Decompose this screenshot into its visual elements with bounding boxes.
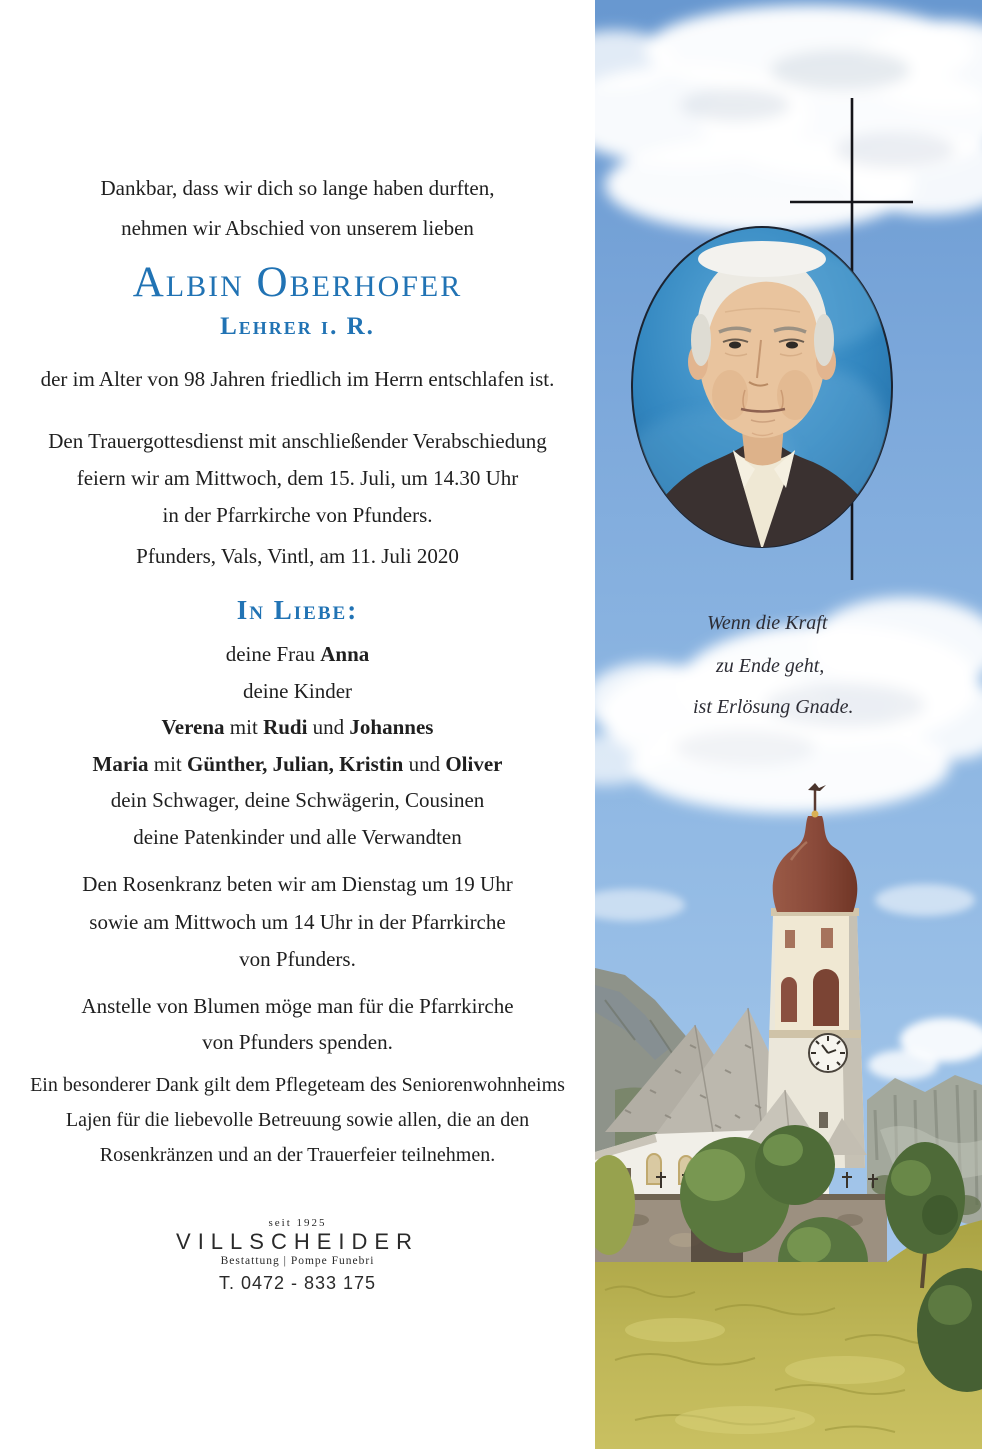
quote-line-1: Wenn die Kraft xyxy=(707,612,828,634)
family-name: Anna xyxy=(320,642,370,666)
death-note: der im Alter von 98 Jahren friedlich im Herrn entschlafen ist. xyxy=(40,367,555,391)
logo-phone: T. 0472 - 833 175 xyxy=(218,1273,377,1293)
family-text: dein Schwager, deine Schwägerin, Cousinen xyxy=(110,788,485,812)
service-line-2: feiern wir am Mittwoch, dem 15. Juli, um 14.30 Uhr xyxy=(76,466,519,490)
family-line-child-2 xyxy=(0,746,595,783)
family-text: und xyxy=(307,715,350,739)
service-announcement xyxy=(0,423,595,534)
donation-line-1: Anstelle von Blumen möge man für die Pfarrkirche xyxy=(81,994,514,1018)
sky-photo xyxy=(595,0,982,1449)
family-name: Johannes xyxy=(349,715,434,739)
top-clouds xyxy=(595,5,982,233)
family-line-child-1 xyxy=(0,709,595,746)
rosary-line-1: Den Rosenkranz beten wir am Dienstag um 19 Uhr xyxy=(82,872,513,896)
place-dateline: Pfunders, Vals, Vintl, am 11. Juli 2020 xyxy=(136,544,459,568)
service-line-3: in der Pfarrkirche von Pfunders. xyxy=(162,503,433,527)
intro-line-1: Dankbar, dass wir dich so lange haben durften, xyxy=(100,176,495,200)
intro-line-2: nehmen wir Abschied von unserem lieben xyxy=(121,216,474,240)
thanks-note xyxy=(0,1068,595,1173)
thanks-line-3: Rosenkränzen und an der Trauerfeier teilnehmen. xyxy=(99,1144,496,1166)
funeral-home-logo xyxy=(0,1216,595,1294)
rosary-line-2: sowie am Mittwoch um 14 Uhr in der Pfarrkirche xyxy=(89,909,506,934)
family-line-children-label xyxy=(0,673,595,710)
family-name: Maria xyxy=(92,751,149,776)
family-text: mit xyxy=(148,751,188,776)
photo-panel xyxy=(595,0,982,1449)
logo-since: seit 1925 xyxy=(268,1217,327,1229)
rosary-announcement xyxy=(0,866,595,979)
logo-name: VILLSCHEIDER xyxy=(176,1229,419,1254)
family-line-relatives-2 xyxy=(0,819,595,856)
donation-request xyxy=(0,988,595,1060)
rosary-line-3: von Pfunders. xyxy=(239,947,356,971)
family-text: deine Patenkinder und alle Verwandten xyxy=(133,824,462,849)
deceased-title: Lehrer i. R. xyxy=(220,313,375,340)
family-name: Verena xyxy=(161,715,225,739)
thanks-line-1: Ein besonderer Dank gilt dem Pflegeteam des Seniorenwohnheims xyxy=(30,1074,565,1096)
service-line-1: Den Trauergottesdienst mit anschließender Verabschiedung xyxy=(48,429,547,453)
deceased-name: Albin Oberhofer xyxy=(132,259,463,306)
family-name: Rudi xyxy=(263,715,308,739)
family-line-relatives-1 xyxy=(0,782,595,819)
family-text: mit xyxy=(224,715,264,739)
family-name: Oliver xyxy=(445,751,503,776)
family-text: deine Kinder xyxy=(242,678,353,703)
quote-line-2: zu Ende geht, xyxy=(716,655,825,677)
thanks-line-2: Lajen für die liebevolle Betreuung sowie allen, die an den xyxy=(65,1109,530,1131)
family-text: deine Frau xyxy=(225,642,321,666)
logo-subtitle: Bestattung | Pompe Funebri xyxy=(220,1255,375,1267)
deceased-block xyxy=(0,256,595,342)
family-line-wife xyxy=(0,636,595,673)
intro-text xyxy=(0,168,595,248)
donation-line-2: von Pfunders spenden. xyxy=(202,1030,393,1054)
family-list xyxy=(0,636,595,855)
family-heading: In Liebe: xyxy=(236,595,359,625)
family-text: und xyxy=(403,751,446,776)
quote-line-3: ist Erlösung Gnade. xyxy=(693,696,854,718)
family-name: Günther, Julian, Kristin xyxy=(187,751,404,776)
